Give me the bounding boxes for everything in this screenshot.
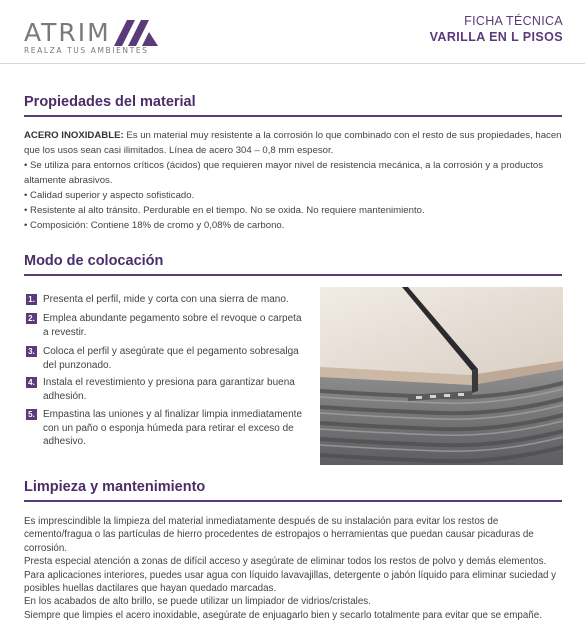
step-text: Instala el revestimiento y presiona para garantizar buena adhesión. [43, 377, 295, 402]
step-number: 1. [26, 294, 37, 305]
document-type [430, 14, 563, 44]
cleaning-paragraph: En los acabados de alto brillo, se puede utilizar un limpiador de vidrios/cristales. [24, 596, 371, 608]
cleaning-body [24, 515, 569, 622]
brand-name: ATRIM [24, 18, 111, 47]
step-text: Presenta el perfil, mide y corta con una sierra de mano. [43, 294, 289, 305]
product-name: VARILLA EN L PISOS [429, 30, 563, 44]
properties-lead-text: Es un material muy resistente a la corrosión lo que combinado con el resto de sus propiedades, hacen que los usos sean casi ilimitados. Línea de acero 304 – 0,8 mm espesor. [24, 130, 562, 156]
section-title-cleaning: Limpieza y mantenimiento [24, 479, 206, 495]
cleaning-paragraph: Para aplicaciones interiores, puedes usar agua con líquido lavavajillas, detergente o jabón líquido para eliminar suciedad y posibles huellas dactilares que hayan quedado marcadas. [24, 569, 557, 595]
properties-body [24, 128, 564, 233]
properties-bullet: • Se utiliza para entornos críticos (ácidos) que requieren mayor nivel de resistencia mecánica, a la corrosión y a productos altamente abrasivos. [24, 160, 544, 186]
properties-bullet: • Composición: Contiene 18% de cromo y 0,08% de carbono. [24, 220, 285, 231]
page-header [0, 0, 585, 62]
step-number: 5. [26, 409, 37, 420]
brand-tagline: REALZA TUS AMBIENTES [24, 46, 149, 55]
step-number: 3. [26, 346, 37, 357]
section-divider-properties [24, 115, 562, 117]
step-number: 2. [26, 313, 37, 324]
section-title-installation: Modo de colocación [24, 253, 164, 269]
step-text: Coloca el perfil y asegúrate que el pegamento sobresalga del punzonado. [43, 346, 299, 371]
properties-bullet: • Resistente al alto tránsito. Perdurable en el tiempo. No se oxida. No requiere mantenimiento. [24, 205, 425, 216]
doc-type-label: FICHA TÉCNICA [464, 14, 563, 28]
section-divider-cleaning [24, 500, 562, 502]
properties-bullet: • Calidad superior y aspecto sofisticado. [24, 190, 195, 201]
brand-mark-icon [114, 20, 158, 46]
properties-lead-bold: ACERO INOXIDABLE: [24, 130, 124, 141]
cleaning-paragraph: Siempre que limpies el acero inoxidable, asegúrate de enjuagarlo bien y secarlo totalmente para evitar que se empañe. [24, 609, 542, 621]
step-number: 4. [26, 377, 37, 388]
cleaning-paragraph: Presta especial atención a zonas de difícil acceso y asegúrate de eliminar todos los restos de polvo y demás elementos. [24, 556, 547, 568]
header-divider [0, 63, 585, 64]
section-title-properties: Propiedades del material [24, 94, 196, 110]
step-text: Emplea abundante pegamento sobre el revoque o carpeta a revestir. [43, 313, 302, 338]
section-divider-installation [24, 274, 562, 276]
properties-lead [24, 128, 564, 158]
step-text: Empastina las uniones y al finalizar limpia inmediatamente con un paño o esponja húmeda para retirar el exceso de adhesivo. [43, 409, 303, 447]
cleaning-paragraph: Es imprescindible la limpieza del material inmediatamente después de su instalación para evitar los restos de cemento/fragua o las partículas de hierro procedentes de estropajos o herramientas que puedan causar picaduras de corrosión. [24, 516, 534, 554]
installation-photo [320, 287, 563, 465]
brand-logo [24, 20, 149, 55]
